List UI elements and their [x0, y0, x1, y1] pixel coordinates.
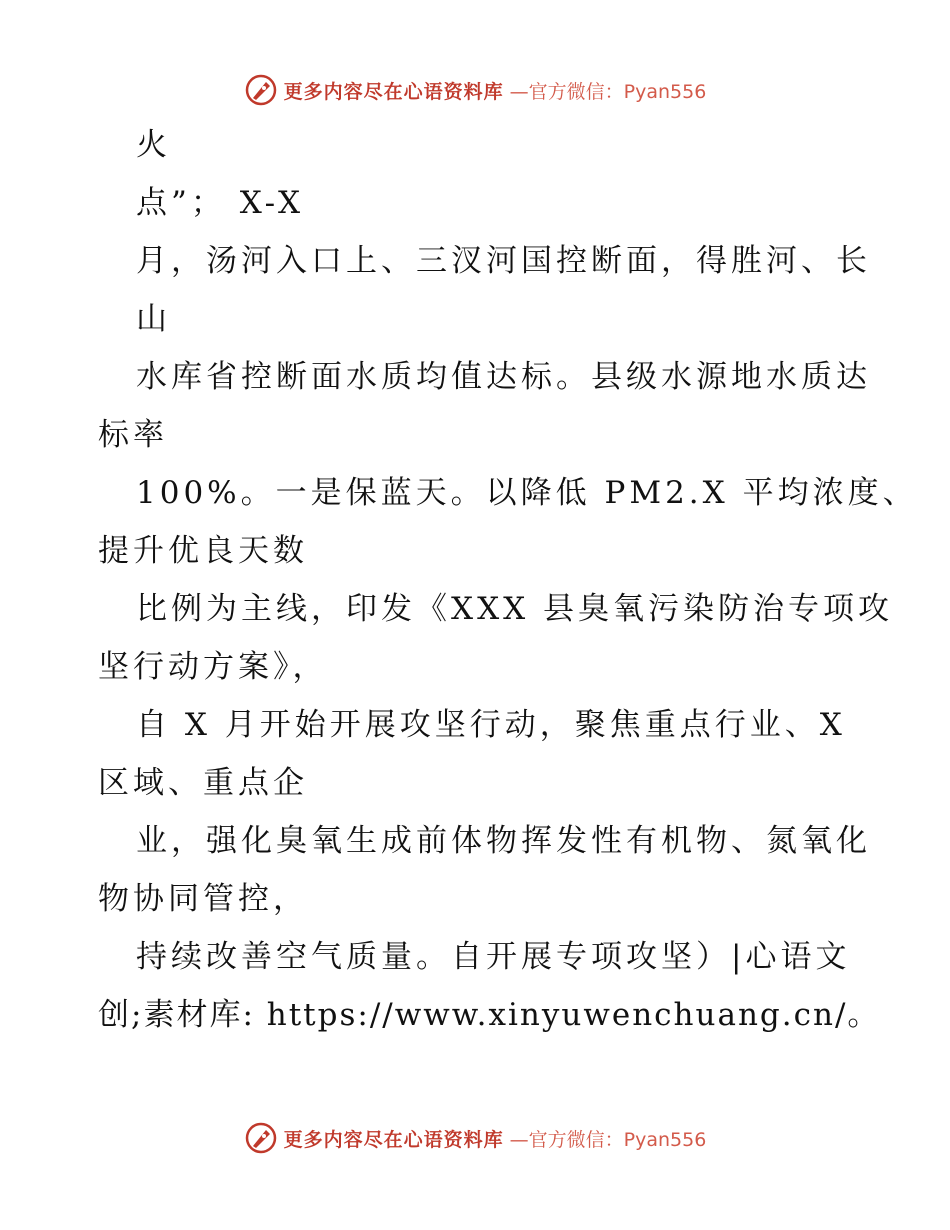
body-line: 创;素材库: https://www.xinyuwenchuang.cn/。	[98, 997, 881, 1033]
pen-nib-logo-icon	[244, 1121, 278, 1155]
body-line: 物协同管控，	[98, 881, 308, 917]
body-line: 提升优良天数	[98, 533, 308, 569]
body-line: 持续改善空气质量。自开展专项攻坚）|心语文	[136, 939, 851, 975]
body-line: 坚行动方案》，	[98, 649, 328, 685]
body-line: 标率	[98, 417, 168, 453]
body-line: 点”； X-X	[136, 185, 305, 221]
body-line: 山	[136, 301, 171, 337]
body-line: 自 X 月开始开展攻坚行动，聚焦重点行业、X	[136, 707, 846, 743]
body-line: 水库省控断面水质均值达标。县级水源地水质达	[136, 359, 871, 395]
header-banner	[0, 70, 950, 110]
body-line: 月，汤河入口上、三汊河国控断面，得胜河、长	[136, 243, 871, 279]
body-line: 业，强化臭氧生成前体物挥发性有机物、氮氧化	[136, 823, 871, 859]
body-line: 比例为主线，印发《XXX 县臭氧污染防治专项攻	[136, 591, 894, 627]
body-line: 100%。一是保蓝天。以降低 PM2.X 平均浓度、	[136, 475, 918, 511]
footer-wechat-text: —官方微信：Pyan556	[509, 1128, 707, 1151]
header-wechat-text: —官方微信：Pyan556	[509, 80, 707, 103]
body-line: 火	[136, 127, 171, 163]
body-line: 区域、重点企	[98, 765, 308, 801]
footer-brand-text: 更多内容尽在心语资料库	[283, 1128, 504, 1151]
pen-nib-logo-icon	[244, 73, 278, 107]
footer-banner	[0, 1118, 950, 1158]
header-brand-text: 更多内容尽在心语资料库	[283, 80, 504, 103]
